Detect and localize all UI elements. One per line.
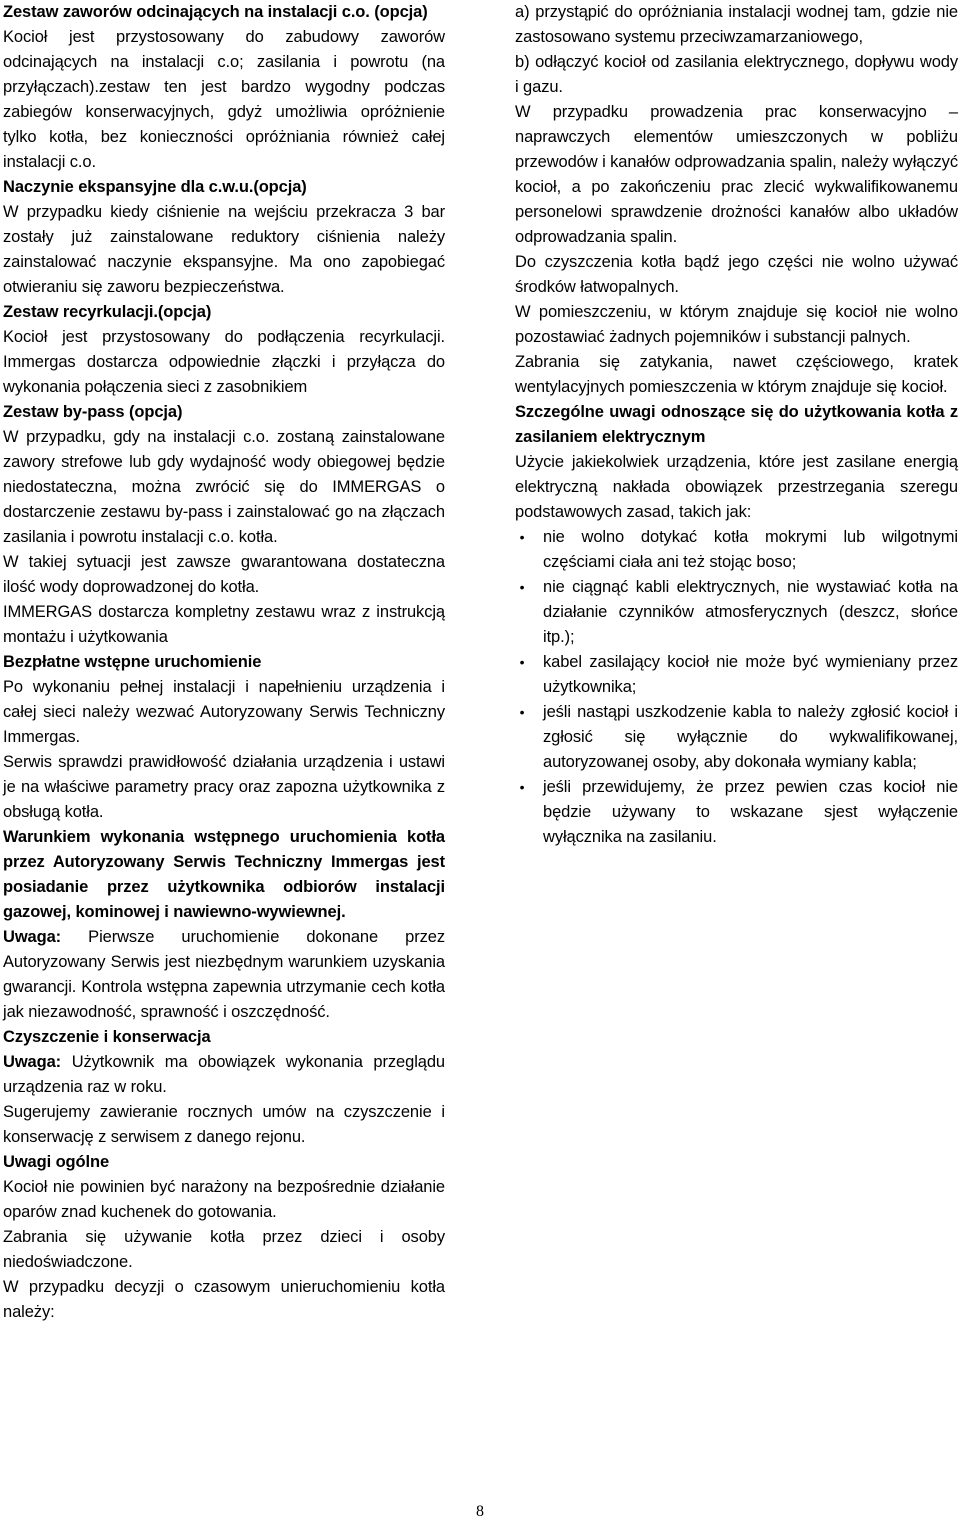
paragraph: Kocioł nie powinien być narażony na bezpośrednie działanie oparów znad kuchenek do gotowania. bbox=[3, 1178, 445, 1221]
paragraph: Kocioł jest przystosowany do podłączenia recyrkulacji. Immergas dostarcza odpowiednie złączki i przyłącza do wykonania połączenia sieci z zasobnikiem bbox=[3, 328, 445, 396]
bullet-text: nie ciągnąć kabli elektrycznych, nie wystawiać kotła na działanie czynników atmosferycznych (deszcz, słońce itp.); bbox=[543, 578, 958, 646]
heading-line bbox=[515, 400, 958, 450]
paragraph: Sugerujemy zawieranie rocznych umów na czyszczenie i konserwację z serwisem z danego rejonu. bbox=[3, 1103, 445, 1146]
page-number: 8 bbox=[476, 1503, 484, 1520]
paragraph: Kocioł jest przystosowany do zabudowy zaworów odcinających na instalacji c.o; zasilania i powrotu (na przyłączach).zestaw ten jest bardzo wygodny podczas zabiegów konserwacyjnych, gdyż umożliwia opróżnienie tylko kotła, bez konieczności opróżniania również całej instalacji c.o. bbox=[3, 28, 445, 171]
section-heading: Zestaw zaworów odcinających na instalacji c.o. (opcja) bbox=[3, 3, 428, 21]
bullet-item bbox=[515, 575, 958, 650]
paragraph: Zabrania się używanie kotła przez dzieci i osoby niedoświadczone. bbox=[3, 1228, 445, 1271]
paragraph: W przypadku prowadzenia prac konserwacyjno – naprawczych elementów umieszczonych w pobliżu przewodów i kanałów odprowadzania spalin, należy wyłączyć kocioł, a po zakończeniu prac zlecić wykwalifikowanemu personelowi sprawdzenie drożności kanałów albo układów odprowadzania spalin. bbox=[515, 103, 958, 246]
bullet-text: jeśli przewidujemy, że przez pewien czas kocioł nie będzie używany to wskazane sjest wyłączenie wyłącznika na zasilaniu. bbox=[543, 778, 958, 846]
note-text: Użytkownik ma obowiązek wykonania przeglądu urządzenia raz w roku. bbox=[3, 1053, 445, 1096]
bullet-item bbox=[515, 775, 958, 850]
section-heading: Zestaw by-pass (opcja) bbox=[3, 403, 183, 421]
section-heading: Warunkiem wykonania wstępnego uruchomienia kotła przez Autoryzowany Serwis Techniczny Immergas jest posiadanie przez użytkownika odbiorów instalacji gazowej, kominowej i nawiewno-wywiewnej. bbox=[3, 828, 445, 921]
bullet-icon: • bbox=[519, 654, 525, 670]
bullet-icon: • bbox=[519, 704, 525, 720]
heading-line bbox=[3, 400, 445, 425]
paragraph: Serwis sprawdzi prawidłowość działania urządzenia i ustawi je na właściwe parametry pracy oraz zapozna użytkownika z obsługą kotła. bbox=[3, 753, 445, 821]
right-column bbox=[515, 0, 958, 850]
paragraph: b) odłączyć kocioł od zasilania elektrycznego, dopływu wody i gazu. bbox=[515, 53, 958, 96]
bullet-item bbox=[515, 650, 958, 700]
heading-line bbox=[3, 300, 445, 325]
bullet-item bbox=[515, 700, 958, 775]
paragraph: W pomieszczeniu, w którym znajduje się kocioł nie wolno pozostawiać żadnych pojemników i substancji palnych. bbox=[515, 303, 958, 346]
section-heading: Uwagi ogólne bbox=[3, 1153, 110, 1171]
bullet-text: kabel zasilający kocioł nie może być wymieniany przez użytkownika; bbox=[543, 653, 958, 696]
heading-line bbox=[3, 650, 445, 675]
heading-line bbox=[3, 1025, 445, 1050]
note-paragraph bbox=[3, 1050, 445, 1100]
note-paragraph bbox=[3, 925, 445, 1025]
paragraph: a) przystąpić do opróżniania instalacji wodnej tam, gdzie nie zastosowano systemu przeciwzamarzaniowego, bbox=[515, 3, 958, 46]
bullet-icon: • bbox=[519, 779, 525, 795]
section-heading: Szczególne uwagi odnoszące się do użytkowania kotła z zasilaniem elektrycznym bbox=[515, 403, 958, 446]
section-heading: Zestaw recyrkulacji.(opcja) bbox=[3, 303, 212, 321]
paragraph: W przypadku decyzji o czasowym unieruchomieniu kotła należy: bbox=[3, 1278, 445, 1321]
heading-line bbox=[3, 1150, 445, 1175]
paragraph: Po wykonaniu pełnej instalacji i napełnieniu urządzenia i całej sieci należy wezwać Autoryzowany Serwis Techniczny Immergas. bbox=[3, 678, 445, 746]
note-label: Uwaga: bbox=[3, 1053, 62, 1071]
bullet-text: nie wolno dotykać kotła mokrymi lub wilgotnymi częściami ciała ani też stojąc boso; bbox=[543, 528, 958, 571]
paragraph: Do czyszczenia kotła bądź jego części nie wolno używać środków łatwopalnych. bbox=[515, 253, 958, 296]
paragraph: W przypadku kiedy ciśnienie na wejściu przekracza 3 bar zostały już zainstalowane reduktory ciśnienia należy zainstalować naczynie ekspansyjne. Ma ono zapobiegać otwieraniu się zaworu bezpieczeństwa. bbox=[3, 203, 445, 296]
heading-line bbox=[3, 825, 445, 925]
paragraph: Użycie jakiekolwiek urządzenia, które jest zasilane energią elektryczną nakłada obowiązek przestrzegania szeregu podstawowych zasad, takich jak: bbox=[515, 453, 958, 521]
section-heading: Czyszczenie i konserwacja bbox=[3, 1028, 211, 1046]
note-text: Pierwsze uruchomienie dokonane przez Autoryzowany Serwis jest niezbędnym warunkiem uzyskania gwarancji. Kontrola wstępna zapewnia utrzymanie cech kotła jak niezawodność, sprawność i oszczędność. bbox=[3, 928, 445, 1021]
paragraph: W przypadku, gdy na instalacji c.o. zostaną zainstalowane zawory strefowe lub gdy wydajność wody obiegowej będzie niedostateczna, można zwrócić się do IMMERGAS o dostarczenie zestawu by-pass i zainstalować go na złączach zasilania i powrotu instalacji c.o. kotła. bbox=[3, 428, 445, 546]
bullet-icon: • bbox=[519, 579, 525, 595]
bullet-item bbox=[515, 525, 958, 575]
section-heading: Naczynie ekspansyjne dla c.w.u.(opcja) bbox=[3, 178, 307, 196]
heading-line bbox=[3, 175, 445, 200]
heading-line bbox=[3, 0, 445, 25]
note-label: Uwaga: bbox=[3, 928, 62, 946]
bullet-list bbox=[515, 525, 958, 850]
paragraph: IMMERGAS dostarcza kompletny zestawu wraz z instrukcją montażu i użytkowania bbox=[3, 603, 445, 646]
paragraph: W takiej sytuacji jest zawsze gwarantowana dostateczna ilość wody doprowadzonej do kotła. bbox=[3, 553, 445, 596]
paragraph: Zabrania się zatykania, nawet częściowego, kratek wentylacyjnych pomieszczenia w którym znajduje się kocioł. bbox=[515, 353, 958, 396]
left-column bbox=[3, 0, 445, 1325]
section-heading: Bezpłatne wstępne uruchomienie bbox=[3, 653, 262, 671]
bullet-icon: • bbox=[519, 529, 525, 545]
bullet-text: jeśli nastąpi uszkodzenie kabla to należy zgłosić kocioł i zgłosić się wyłącznie do wykwalifikowanej, autoryzowanej osoby, aby dokonała wymiany kabla; bbox=[543, 703, 958, 771]
